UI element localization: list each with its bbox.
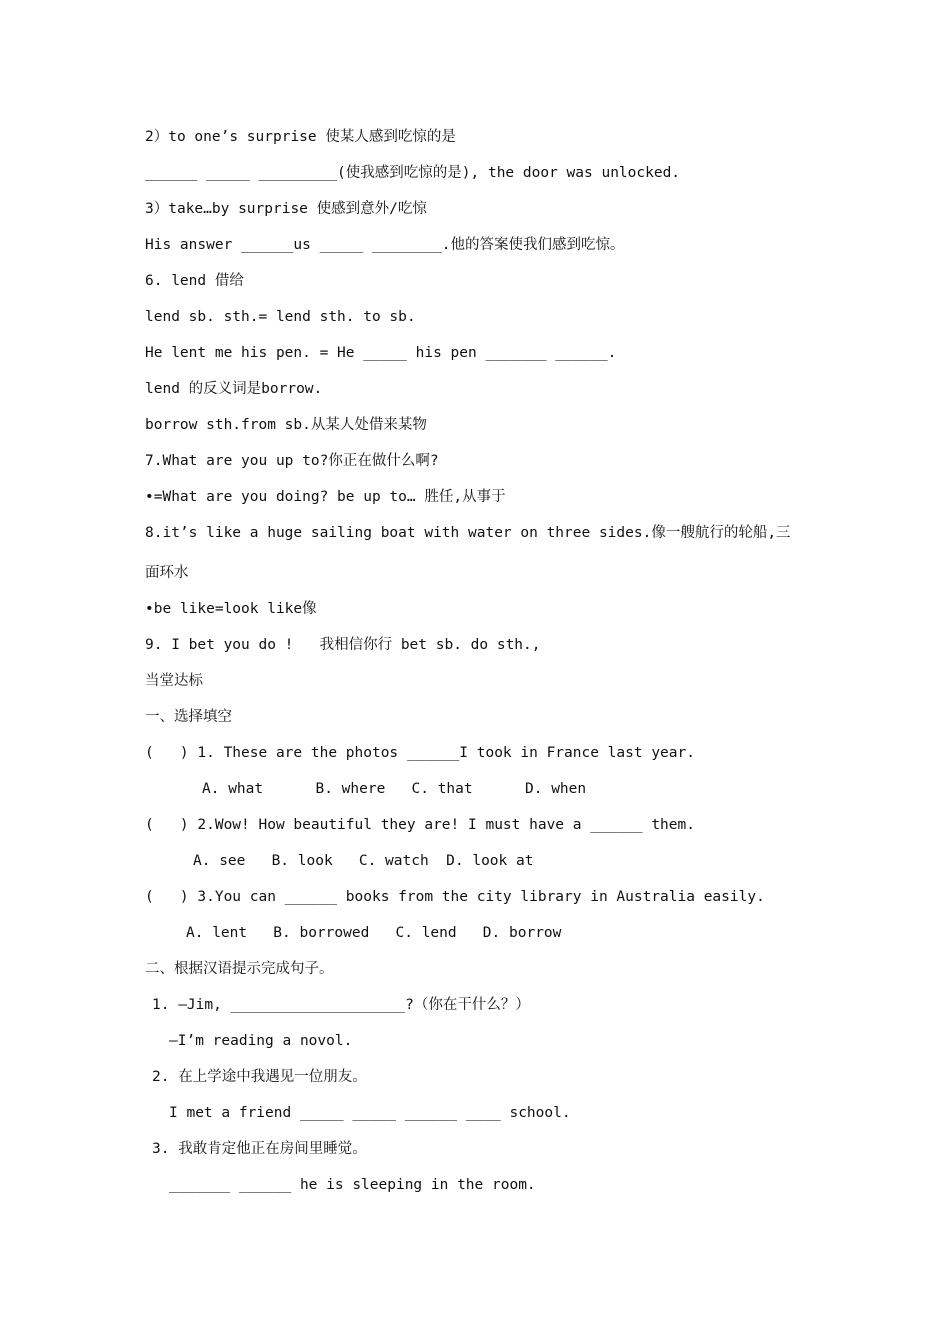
- text-line: •be like=look like像: [145, 601, 317, 617]
- text-line: 2）to one’s surprise 使某人感到吃惊的是: [145, 129, 456, 145]
- sentence-3: 3. 我敢肯定他正在房间里睡觉。: [152, 1141, 367, 1157]
- question-2-options: A. see B. look C. watch D. look at: [193, 853, 534, 869]
- text-line: He lent me his pen. = He _____ his pen _______ ______.: [145, 345, 617, 361]
- text-line: 8.it’s like a huge sailing boat with water on three sides.像一艘航行的轮船,三: [145, 525, 791, 541]
- sentence-3-answer: _______ ______ he is sleeping in the room.: [169, 1177, 536, 1193]
- text-line: borrow sth.from sb.从某人处借来某物: [145, 417, 427, 433]
- text-line: 面环水: [145, 565, 189, 581]
- question-1: ( ) 1. These are the photos ______I took in France last year.: [145, 745, 695, 761]
- sentence-2-answer: I met a friend _____ _____ ______ ____ school.: [169, 1105, 571, 1121]
- section-heading: 二、根据汉语提示完成句子。: [145, 961, 334, 977]
- section-heading: 一、选择填空: [145, 709, 232, 725]
- text-line: 7.What are you up to?你正在做什么啊?: [145, 453, 439, 469]
- text-line: ______ _____ _________(使我感到吃惊的是), the door was unlocked.: [145, 165, 681, 181]
- question-2: ( ) 2.Wow! How beautiful they are! I must have a ______ them.: [145, 817, 695, 833]
- text-line: lend 的反义词是borrow.: [145, 381, 323, 397]
- text-line: 3）take…by surprise 使感到意外/吃惊: [145, 201, 427, 217]
- text-line: 6. lend 借给: [145, 273, 244, 289]
- sentence-1-answer: —I’m reading a novol.: [169, 1033, 353, 1049]
- text-line: •=What are you doing? be up to… 胜任,从事于: [145, 489, 506, 505]
- sentence-1: 1. —Jim, ____________________?（你在干什么？）: [152, 997, 530, 1013]
- text-line: 9. I bet you do ! 我相信你行 bet sb. do sth.,: [145, 637, 541, 653]
- sentence-2: 2. 在上学途中我遇见一位朋友。: [152, 1069, 367, 1085]
- text-line: lend sb. sth.= lend sth. to sb.: [145, 309, 416, 325]
- section-heading: 当堂达标: [145, 673, 203, 689]
- question-1-options: A. what B. where C. that D. when: [202, 781, 587, 797]
- question-3: ( ) 3.You can ______ books from the city library in Australia easily.: [145, 889, 765, 905]
- text-line: His answer ______us _____ ________.他的答案使我们感到吃惊。: [145, 237, 625, 253]
- question-3-options: A. lent B. borrowed C. lend D. borrow: [186, 925, 562, 941]
